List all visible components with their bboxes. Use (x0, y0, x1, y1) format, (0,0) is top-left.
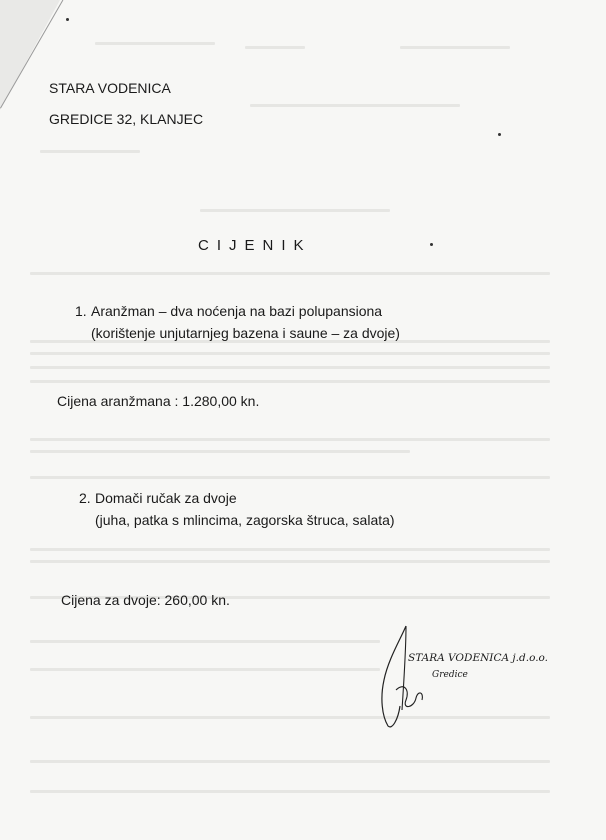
show-through-text (30, 476, 550, 479)
signature-scribble (370, 620, 520, 740)
stamp-company-name: STARA VODENICA j.d.o.o. (408, 652, 549, 664)
show-through-text (250, 104, 460, 107)
show-through-text (30, 352, 550, 355)
show-through-text (40, 150, 140, 153)
show-through-text (30, 548, 550, 551)
item-price: Cijena za dvoje: 260,00 kn. (61, 592, 230, 608)
item-number: 1. (75, 303, 87, 319)
item-detail: (juha, patka s mlincima, zagorska štruca, salata) (95, 512, 395, 528)
show-through-text (200, 209, 390, 212)
item-name: Domači ručak za dvoje (95, 490, 237, 506)
show-through-text (30, 380, 550, 383)
item-detail: (korištenje unjutarnjeg bazena i saune – za dvoje) (91, 325, 400, 341)
show-through-text (245, 46, 305, 49)
company-address: GREDICE 32, KLANJEC (49, 111, 204, 127)
speck (498, 133, 501, 136)
item-name: Aranžman – dva noćenja na bazi polupansiona (91, 303, 383, 319)
page-title: CIJENIK (198, 237, 312, 254)
show-through-text (30, 640, 380, 643)
speck (430, 243, 433, 246)
show-through-text (30, 560, 550, 563)
stamp-place: Gredice (432, 670, 468, 680)
speck (66, 18, 69, 21)
show-through-text (30, 790, 550, 793)
show-through-text (30, 668, 380, 671)
company-name: STARA VODENICA (49, 80, 171, 96)
show-through-text (30, 272, 550, 275)
item-number: 2. (79, 490, 91, 506)
show-through-text (95, 42, 215, 45)
show-through-text (30, 366, 550, 369)
show-through-text (400, 46, 510, 49)
show-through-text (30, 450, 410, 453)
show-through-text (30, 438, 550, 441)
show-through-text (30, 760, 550, 763)
item-price: Cijena aranžmana : 1.280,00 kn. (57, 393, 260, 409)
